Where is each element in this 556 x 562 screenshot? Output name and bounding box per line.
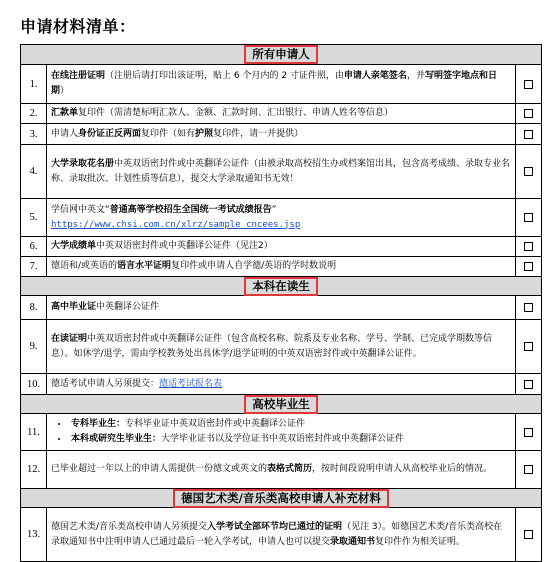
checkbox-cell[interactable] [515,508,541,561]
row-content [47,104,515,123]
row-number: 13. [21,508,47,561]
row-content [47,199,515,236]
table-row [21,256,541,276]
bold-text: 大学成绩单 [51,241,97,251]
row-number: 9. [21,320,47,373]
checkbox[interactable] [524,428,533,437]
text: （见注 3）。如德国艺术类/音乐类高校在录取通知书中注明申请人已通过最后一轮入学考试，申请人也可以提交 [51,521,503,547]
section-header-all [21,45,541,64]
checkbox[interactable] [524,109,533,118]
checkbox[interactable] [524,303,533,312]
checkbox[interactable] [524,262,533,271]
text: 中英双语密封件或中英翻译公证件（由被录取高校招生办或档案馆出具，包含高考成绩、录取专业名称、录取批次、计划性质等信息），提交大学录取通知书无效！ [51,158,511,184]
table-row [21,123,541,144]
checkbox[interactable] [524,342,533,351]
row-number: 2. [21,104,47,123]
text: ，并 [406,71,425,81]
section-label: 所有申请人 [244,45,318,64]
checkbox-cell[interactable] [515,237,541,256]
row-content [47,508,515,561]
text: 复印件（如有 [141,128,196,139]
row-content [47,257,515,276]
section-label: 德国艺术类/音乐类高校申请人补充材料 [173,489,389,508]
table-row [21,373,541,394]
text: 学信网中英文“ [51,204,110,215]
row-number: 1. [21,65,47,103]
checkbox-cell[interactable] [515,374,541,394]
text: （注册后请打印出该证明，贴上 6 个月内的 2 寸证件照，由 [105,71,344,81]
text: 专科毕业证中英双语密封件或中英翻译公证件 [125,419,306,429]
section-header-graduate [21,394,541,413]
bold-text: 表格式简历 [267,464,313,474]
bold-text: 申请人亲笔签名 [343,71,407,81]
checkbox-cell[interactable] [515,124,541,144]
table-row [21,103,541,123]
text: 已毕业超过一年以上的申请人需提供一份德文或英文的 [51,464,268,474]
checkbox[interactable] [524,380,533,389]
checkbox-cell[interactable] [515,65,541,103]
text: 中英双语密封件或中英翻译公证件（见注2） [96,241,273,251]
row-content [47,124,515,144]
text: 复印件，请一并提供） [213,128,304,139]
list-item [69,432,511,447]
row-content [47,296,515,319]
row-number: 10. [21,374,47,394]
bold-text: 汇款单 [51,108,79,118]
checkbox[interactable] [524,530,533,539]
table-row [21,236,541,256]
bold-text: 在读证明 [51,333,88,344]
checkbox-cell[interactable] [515,104,541,123]
list-item [69,417,511,432]
bold-text: 护照 [195,128,214,139]
text: 复印件作为相关证明。 [375,536,466,547]
row-number: 8. [21,296,47,319]
checkbox-cell[interactable] [515,451,541,488]
bold-text: 写明签字地点和日期 [51,71,497,96]
bullet-list [51,417,511,447]
section-label: 高校毕业生 [244,395,318,414]
bold-text: 高中毕业证 [51,302,97,312]
table-row [21,413,541,450]
text: 中英翻译公证件 [96,302,160,312]
checkbox[interactable] [524,167,533,176]
exam-registration-link[interactable]: 德适考试报名表 [159,378,223,389]
text: 大学毕业证书以及学位证书中英双语密封件或中英翻译公证件 [161,434,405,444]
text: 复印件（需清楚标明汇款人、金额、汇款时间、汇出银行、申请人姓名等信息） [78,108,394,118]
checkbox[interactable] [524,130,533,139]
row-content [47,145,515,198]
table-row [21,507,541,561]
row-number: 11. [21,414,47,450]
checkbox[interactable] [524,80,533,89]
checkbox-cell[interactable] [515,145,541,198]
text: 中英双语密封件或中英翻译公证件（包含高校名称、院系及专业名称、学号、学制、已完成学期数等信息）。如休学/退学，需由学校教务处出具休学/退学证明的中英双语密封件或中英翻译公证件。 [51,333,493,359]
section-header-undergrad [21,276,541,295]
bold-text: 普通高等学校招生全国统一考试成绩报告 [109,204,272,215]
text: 德语和/或英语的 [51,261,118,271]
text: 德适考试申请人另须提交： [51,378,160,389]
row-content [47,320,515,373]
row-number: 6. [21,237,47,256]
row-number: 5. [21,199,47,236]
row-content [47,414,515,450]
table-row [21,295,541,319]
text: 申请人 [51,128,79,139]
materials-table [20,44,542,562]
checkbox-cell[interactable] [515,414,541,450]
bold-text: 大学录取花名册 [51,158,115,169]
bold-text: 入学考试全部环节均已通过的证明 [207,521,343,532]
section-header-art [21,488,541,507]
table-row [21,319,541,373]
row-content [47,237,515,256]
row-number: 3. [21,124,47,144]
text: 复印件或申请人自学德/英语的学时数说明 [171,261,337,271]
section-label: 本科在读生 [244,277,318,296]
checkbox-cell[interactable] [515,296,541,319]
row-content [47,374,515,394]
row-number: 12. [21,451,47,488]
page-title: 申请材料清单： [20,17,136,36]
row-number: 7. [21,257,47,276]
bold-text: 语言水平证明 [117,261,172,271]
row-number: 4. [21,145,47,198]
bold-text: 专科毕业生： [71,419,126,429]
text: 德国艺术类/音乐类高校申请人另须提交 [51,521,208,532]
checkbox[interactable] [524,465,533,474]
checkbox-cell[interactable] [515,320,541,373]
checkbox[interactable] [524,242,533,251]
row-content [47,65,515,103]
bold-text: 本科或研究生毕业生： [71,434,162,444]
row-content [47,451,515,488]
score-report-link[interactable]: https://www.chsi.com.cn/xlrz/sample_cncees.jsp [51,219,301,230]
checkbox-cell[interactable] [515,257,541,276]
text: ” [271,204,277,215]
table-row [21,144,541,198]
text: ，按时间段说明申请人从高校毕业后的情况。 [312,464,493,474]
checkbox-cell[interactable] [515,199,541,236]
text: ） [60,86,70,96]
bold-text: 录取通知书 [330,536,376,547]
bold-text: 在线注册证明 [51,71,106,81]
table-row [21,450,541,488]
table-row [21,198,541,236]
checkbox[interactable] [524,213,533,222]
table-row [21,64,541,103]
bold-text: 身份证正反两面 [78,128,142,139]
